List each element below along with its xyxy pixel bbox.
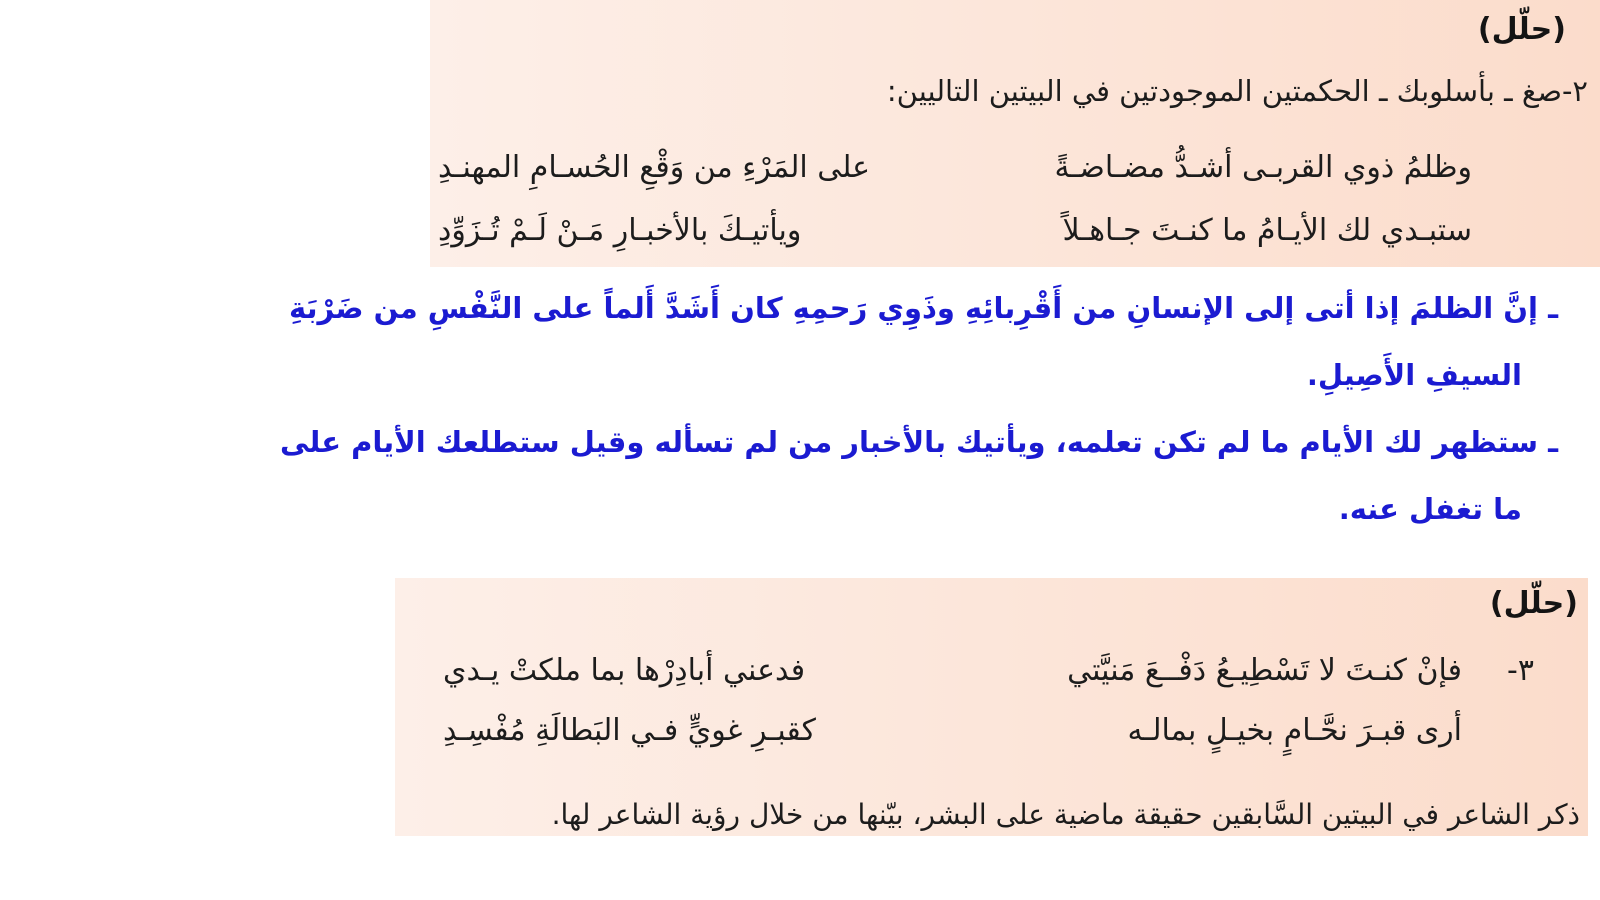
verse-1-left-hemistich: على المَرْءِ من وَقْعِ الحُسـامِ المهنـدِ bbox=[438, 150, 871, 185]
answer-bullet-2-line-2: ما تغفل عنه. bbox=[1338, 492, 1522, 526]
question-2-text: ٢-صغ ـ بأسلوبك ـ الحكمتين الموجودتين في البيتين التاليين: bbox=[886, 74, 1588, 108]
verse-4-right-hemistich: أرى قبـرَ نحَّـامٍ بخيـلٍ بمالـه bbox=[1127, 712, 1462, 748]
question-3-verses bbox=[395, 640, 1588, 760]
verse-2-left-hemistich: ويأتيـكَ بالأخبـارِ مَـنْ لَـمْ تُـزَوِّدِ bbox=[438, 213, 802, 248]
verse-row-2 bbox=[430, 199, 1600, 262]
verse-row-3 bbox=[395, 640, 1588, 700]
verse-2-right-hemistich: ستبـدي لك الأيـامُ ما كنـتَ جـاهـلاً bbox=[1062, 213, 1472, 248]
analyze-section-1 bbox=[430, 0, 1600, 267]
verse-4-left-hemistich: كقبـرِ غويٍّ فـي البَطالَةِ مُفْسِـدِ bbox=[443, 712, 816, 748]
model-answers bbox=[280, 275, 1558, 543]
analyze-label-1: (حلّل) bbox=[1477, 12, 1566, 47]
verse-1-right-hemistich: وظلمُ ذوي القربـى أشـدُّ مضـاضـةً bbox=[1054, 150, 1472, 185]
question-3-number: ٣- bbox=[1507, 652, 1534, 688]
verse-3-left-hemistich: فدعني أبادِرْها بما ملكتْ يـدي bbox=[443, 652, 806, 688]
verse-row-4 bbox=[395, 700, 1588, 760]
verse-row-1 bbox=[430, 136, 1600, 199]
analyze-section-2 bbox=[395, 578, 1588, 836]
question-2-verses bbox=[430, 136, 1600, 262]
question-3-conclusion: ذكر الشاعر في البيتين السَّابقين حقيقة ماضية على البشر، بيّنها من خلال رؤية الشاعر لها. bbox=[551, 798, 1580, 831]
answer-bullet-1-line-2: السيفِ الأَصِيلِ. bbox=[1306, 358, 1522, 392]
verse-3-right-hemistich: فإنْ كنـتَ لا تَسْطِيـعُ دَفْــعَ مَنيَّتي bbox=[1067, 652, 1462, 688]
answer-bullet-1-line-1: ـ إنَّ الظلمَ إذا أتى إلى الإنسانِ من أَقْرِبائِهِ وذَوِي رَحمِهِ كان أَشَدَّ أَلماً على النَّفْسِ من ضَرْبَةِ bbox=[289, 291, 1558, 325]
answer-bullet-2-line-1: ـ ستظهر لك الأيام ما لم تكن تعلمه، ويأتيك بالأخبار من لم تسأله وقيل ستطلعك الأيام على bbox=[280, 425, 1558, 459]
analyze-label-2: (حلّل) bbox=[1489, 586, 1578, 621]
